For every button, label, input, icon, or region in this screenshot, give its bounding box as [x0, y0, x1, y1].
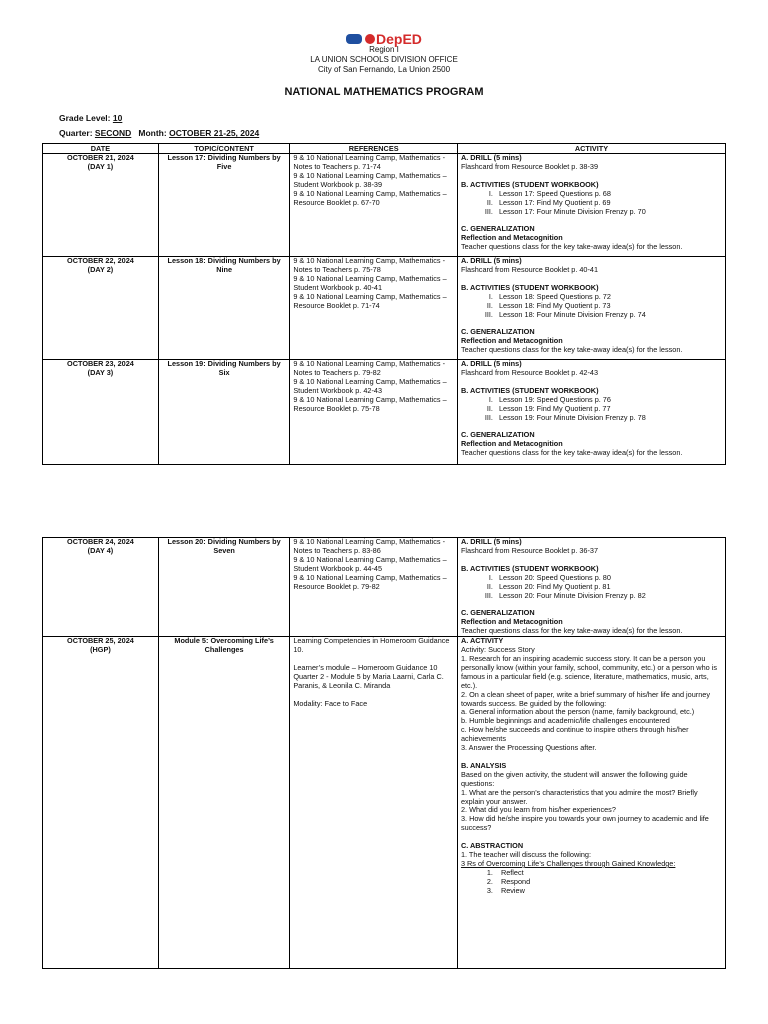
activity-item: III. Lesson 18: Four Minute Division Frenzy p. 74	[484, 309, 646, 319]
lesson-plan-table-1	[42, 143, 726, 465]
day-text: (DAY 2)	[87, 264, 114, 274]
analysis-line: 3. How did he/she inspire you towards your own journey to academic and life success?	[460, 814, 709, 833]
activity-line: b. Humble beginnings and academic/life challenges encountered	[460, 716, 670, 726]
activity-line: Activity: Success Story	[460, 645, 535, 655]
ref-item: Learning Competencies in Homeroom Guidance 10.	[293, 636, 450, 655]
quarter-label: Quarter:	[59, 128, 93, 138]
analysis-section-title: B. ANALYSIS	[460, 760, 507, 770]
month-value: OCTOBER 21-25, 2024	[169, 128, 260, 138]
table-row-day4	[43, 538, 726, 637]
rs-item: 3. Review	[486, 885, 525, 895]
ref-item: 9 & 10 National Learning Camp, Mathematics – Resource Booklet p. 75-78	[293, 394, 447, 413]
quarter-value: SECOND	[94, 128, 132, 138]
activities-title: B. ACTIVITIES (STUDENT WORKBOOK)	[460, 282, 599, 292]
quarter-month	[59, 128, 259, 138]
abstraction-heading: 3 Rs of Overcoming Life’s Challenges through Gained Knowledge:	[460, 859, 676, 868]
abstraction-intro: 1. The teacher will discuss the following:	[460, 850, 592, 860]
col-date: DATE	[43, 144, 159, 154]
ref-item: 9 & 10 National Learning Camp, Mathematics – Resource Booklet p. 67-70	[293, 188, 447, 207]
office-line: LA UNION SCHOOLS DIVISION OFFICE	[310, 55, 458, 64]
date-cell	[43, 154, 159, 257]
activity-line: 3. Answer the Processing Questions after.	[460, 743, 597, 753]
activity-cell	[457, 360, 725, 465]
col-topic: TOPIC/CONTENT	[158, 144, 289, 154]
activity-cell	[457, 538, 725, 637]
generalization-title: C. GENERALIZATION	[460, 327, 535, 337]
activity-item: II. Lesson 17: Find My Quotient p. 69	[486, 197, 611, 207]
table-row-day1	[43, 154, 726, 257]
ref-item: 9 & 10 National Learning Camp, Mathematics – Student Workbook p. 40-41	[293, 273, 447, 292]
activities-title: B. ACTIVITIES (STUDENT WORKBOOK)	[460, 385, 599, 395]
region-line: Region I	[369, 45, 399, 54]
month-label: Month:	[138, 128, 167, 138]
rs-item: 1. Reflect	[486, 867, 524, 877]
date-text: OCTOBER 24, 2024	[67, 537, 134, 546]
date-cell	[43, 257, 159, 360]
date-text: OCTOBER 21, 2024	[67, 153, 134, 162]
analysis-line: Based on the given activity, the student will answer the following guide questions:	[460, 769, 688, 788]
activity-item: I. Lesson 20: Speed Questions p. 80	[488, 572, 611, 582]
generalization-subtitle: Reflection and Metacognition	[460, 617, 563, 627]
day-text: (DAY 1)	[87, 161, 114, 171]
activity-item: III. Lesson 17: Four Minute Division Frenzy p. 70	[484, 206, 646, 216]
date-text: OCTOBER 22, 2024	[67, 256, 134, 265]
topic-cell: Module 5: Overcoming Life’s Challenges	[158, 637, 289, 969]
activity-line: c. How he/she succeeds and continue to inspire others through his/her achievements	[460, 725, 689, 744]
analysis-line: 2. What did you learn from his/her experiences?	[460, 805, 616, 815]
generalization-title: C. GENERALIZATION	[460, 224, 535, 234]
references-cell	[290, 637, 458, 969]
abstraction-section-title: C. ABSTRACTION	[460, 841, 524, 851]
city-line: City of San Fernando, La Union 2500	[317, 65, 451, 74]
activity-cell	[457, 637, 725, 969]
rs-item: 2. Respond	[486, 876, 531, 886]
references-cell	[290, 257, 458, 360]
table-row-day2	[43, 257, 726, 360]
grade-label: Grade Level:	[59, 113, 111, 123]
drill-text: Flashcard from Resource Booklet p. 40-41	[460, 264, 599, 274]
drill-text: Flashcard from Resource Booklet p. 36-37	[460, 545, 599, 555]
activity-item: II. Lesson 19: Find My Quotient p. 77	[486, 403, 611, 413]
col-activity: ACTIVITY	[457, 144, 725, 154]
topic-cell: Lesson 19: Dividing Numbers by Six	[158, 360, 289, 465]
generalization-title: C. GENERALIZATION	[460, 608, 535, 618]
day-text: (HGP)	[90, 645, 111, 655]
drill-title: A. DRILL (5 mins)	[460, 256, 522, 265]
activity-item: I. Lesson 17: Speed Questions p. 68	[488, 188, 611, 198]
activity-line: 1. Research for an inspiring academic success story. It can be a person you personally know (within your family, school, community, etc.) or a person who is famous in a particular field (e.g. science, literature, mathematics, music, arts, etc.).	[460, 653, 717, 690]
references-cell	[290, 154, 458, 257]
table-header-row	[43, 144, 726, 154]
generalization-text: Teacher questions class for the key take-away idea(s) for the lesson.	[460, 626, 683, 636]
activity-line: a. General information about the person (name, family background, etc.)	[460, 707, 695, 717]
generalization-text: Teacher questions class for the key take-away idea(s) for the lesson.	[460, 448, 683, 458]
day-text: (DAY 4)	[87, 545, 114, 555]
ref-item: 9 & 10 National Learning Camp, Mathematics – Resource Booklet p. 79-82	[293, 572, 447, 591]
analysis-line: 1. What are the person’s characteristics that you admire the most? Briefly explain your answer.	[460, 787, 698, 806]
generalization-subtitle: Reflection and Metacognition	[460, 439, 563, 449]
date-text: OCTOBER 25, 2024	[67, 636, 134, 646]
activity-item: III. Lesson 20: Four Minute Division Frenzy p. 82	[484, 590, 646, 600]
ref-item: 9 & 10 National Learning Camp, Mathematics – Student Workbook p. 38-39	[293, 170, 447, 189]
drill-title: A. DRILL (5 mins)	[460, 359, 522, 368]
topic-cell: Lesson 17: Dividing Numbers by Five	[158, 154, 289, 257]
generalization-title: C. GENERALIZATION	[460, 430, 535, 440]
ref-item: 9 & 10 National Learning Camp, Mathematics – Student Workbook p. 42-43	[293, 376, 447, 395]
activity-item: II. Lesson 20: Find My Quotient p. 81	[486, 581, 611, 591]
activity-cell	[457, 154, 725, 257]
date-cell	[43, 637, 159, 969]
drill-title: A. DRILL (5 mins)	[460, 153, 522, 162]
generalization-subtitle: Reflection and Metacognition	[460, 336, 563, 346]
activity-item: III. Lesson 19: Four Minute Division Frenzy p. 78	[484, 412, 646, 422]
activity-line: 2. On a clean sheet of paper, write a brief summary of his/her life and journey towards success. Be guided by the following:	[460, 689, 710, 708]
activity-cell	[457, 257, 725, 360]
ref-item: 9 & 10 National Learning Camp, Mathematics - Notes to Teachers p. 79-82	[293, 359, 446, 377]
ref-item: Modality: Face to Face	[293, 698, 368, 708]
date-cell	[43, 360, 159, 465]
col-references: REFERENCES	[290, 144, 458, 154]
topic-cell: Lesson 20: Dividing Numbers by Seven	[158, 538, 289, 637]
date-text: OCTOBER 23, 2024	[67, 359, 134, 368]
page-title: NATIONAL MATHEMATICS PROGRAM	[284, 86, 484, 98]
ref-item: 9 & 10 National Learning Camp, Mathematics - Notes to Teachers p. 71-74	[293, 153, 446, 171]
date-cell	[43, 538, 159, 637]
ref-item: 9 & 10 National Learning Camp, Mathematics - Notes to Teachers p. 75-78	[293, 256, 446, 274]
logo-text: DepED	[376, 31, 422, 47]
ref-item: Learner’s module – Homeroom Guidance 10 Quarter 2 - Module 5 by Maria Laarni, Carla C. Paranis, & Leonila C. Miranda	[293, 662, 444, 690]
generalization-subtitle: Reflection and Metacognition	[460, 233, 563, 243]
topic-cell: Lesson 18: Dividing Numbers by Nine	[158, 257, 289, 360]
grade-value: 10	[112, 113, 123, 123]
day-text: (DAY 3)	[87, 367, 114, 377]
lesson-plan-table-2	[42, 537, 726, 969]
ref-item: 9 & 10 National Learning Camp, Mathematics – Resource Booklet p. 71-74	[293, 291, 447, 310]
drill-title: A. DRILL (5 mins)	[460, 537, 522, 546]
generalization-text: Teacher questions class for the key take-away idea(s) for the lesson.	[460, 345, 683, 355]
activity-item: I. Lesson 19: Speed Questions p. 76	[488, 394, 611, 404]
activities-title: B. ACTIVITIES (STUDENT WORKBOOK)	[460, 179, 599, 189]
grade-level	[59, 113, 122, 123]
drill-text: Flashcard from Resource Booklet p. 42-43	[460, 367, 599, 377]
ref-item: 9 & 10 National Learning Camp, Mathematics – Student Workbook p. 44-45	[293, 554, 447, 573]
activities-title: B. ACTIVITIES (STUDENT WORKBOOK)	[460, 563, 599, 573]
generalization-text: Teacher questions class for the key take-away idea(s) for the lesson.	[460, 242, 683, 252]
activity-item: II. Lesson 18: Find My Quotient p. 73	[486, 300, 611, 310]
activity-section-title: A. ACTIVITY	[460, 636, 504, 646]
ref-item: 9 & 10 National Learning Camp, Mathematics - Notes to Teachers p. 83-86	[293, 537, 446, 555]
drill-text: Flashcard from Resource Booklet p. 38-39	[460, 161, 599, 171]
table-row-day3	[43, 360, 726, 465]
table-row-hgp	[43, 637, 726, 969]
references-cell	[290, 360, 458, 465]
references-cell	[290, 538, 458, 637]
activity-item: I. Lesson 18: Speed Questions p. 72	[488, 291, 611, 301]
